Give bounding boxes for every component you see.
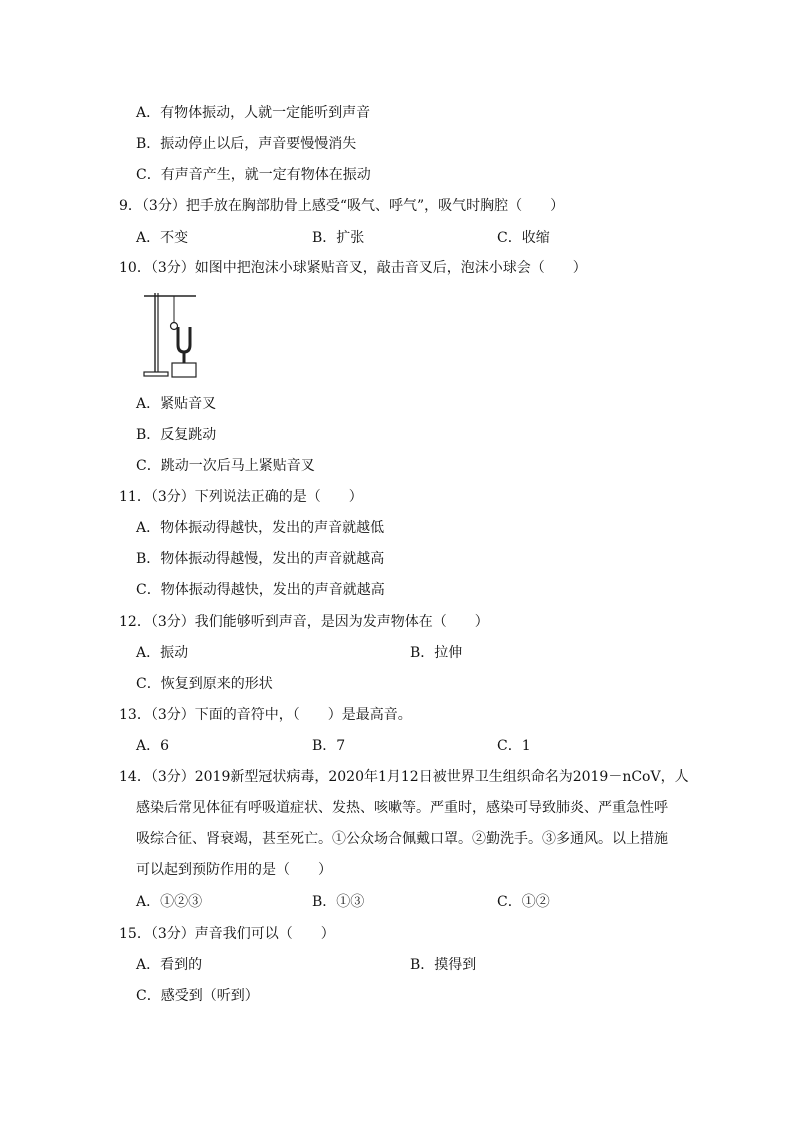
- q14-option-c: C．①②: [497, 894, 550, 910]
- q8-option-b: B．振动停止以后，声音要慢慢消失: [136, 136, 357, 152]
- q14-stem-line-4: 可以起到预防作用的是（ ）: [136, 862, 332, 878]
- q9-option-c: C．收缩: [497, 230, 550, 246]
- q13-stem: 13．（3分）下面的音符中，（ ）是最高音。: [119, 707, 412, 723]
- q14-stem-line-3: 吸综合征、肾衰竭，甚至死亡。①公众场合佩戴口罩。②勤洗手。③多通风。以上措施: [136, 831, 668, 847]
- q11-option-a: A．物体振动得越快，发出的声音就越低: [136, 520, 385, 536]
- q12-option-a: A．振动: [136, 645, 189, 661]
- q15-option-b: B．摸得到: [410, 957, 477, 973]
- q10-option-a: A．紧贴音叉: [136, 396, 217, 412]
- q11-option-c: C．物体振动得越快，发出的声音就越高: [136, 582, 385, 598]
- q10-stem: 10．（3分）如图中把泡沫小球紧贴音叉，敲击音叉后，泡沫小球会（ ）: [119, 260, 587, 276]
- q13-option-b: B．7: [312, 738, 346, 754]
- q14-stem-line-2: 感染后常见体征有呼吸道症状、发热、咳嗽等。严重时，感染可导致肺炎、严重急性呼: [136, 800, 668, 816]
- q13-option-c: C．1: [497, 738, 531, 754]
- q12-option-c: C．恢复到原来的形状: [136, 676, 273, 692]
- q9-option-a: A．不变: [136, 230, 189, 246]
- q14-option-a: A．①②③: [136, 894, 203, 910]
- q9-stem: 9．（3分）把手放在胸部肋骨上感受“吸气、呼气”，吸气时胸腔（ ）: [119, 198, 565, 214]
- q15-option-c: C．感受到（听到）: [136, 988, 259, 1004]
- q14-stem-line-1: 14．（3分）2019新型冠状病毒，2020年1月12日被世界卫生组织命名为2019－nCoV，人: [119, 769, 689, 785]
- tuning-fork-figure: [140, 289, 200, 381]
- q12-option-b: B．拉伸: [410, 645, 463, 661]
- q11-option-b: B．物体振动得越慢，发出的声音就越高: [136, 551, 385, 567]
- q8-option-a: A．有物体振动，人就一定能听到声音: [136, 105, 371, 121]
- q15-option-a: A．看到的: [136, 957, 203, 973]
- q9-option-b: B．扩张: [312, 230, 365, 246]
- q12-stem: 12．（3分）我们能够听到声音，是因为发声物体在（ ）: [119, 614, 489, 630]
- q15-stem: 15．（3分）声音我们可以（ ）: [119, 926, 335, 942]
- q13-option-a: A．6: [136, 738, 170, 754]
- q11-stem: 11．（3分）下列说法正确的是（ ）: [119, 489, 363, 505]
- q14-option-b: B．①③: [312, 894, 365, 910]
- q8-option-c: C．有声音产生，就一定有物体在振动: [136, 167, 371, 183]
- q10-option-b: B．反复跳动: [136, 427, 217, 443]
- q10-option-c: C．跳动一次后马上紧贴音叉: [136, 458, 315, 474]
